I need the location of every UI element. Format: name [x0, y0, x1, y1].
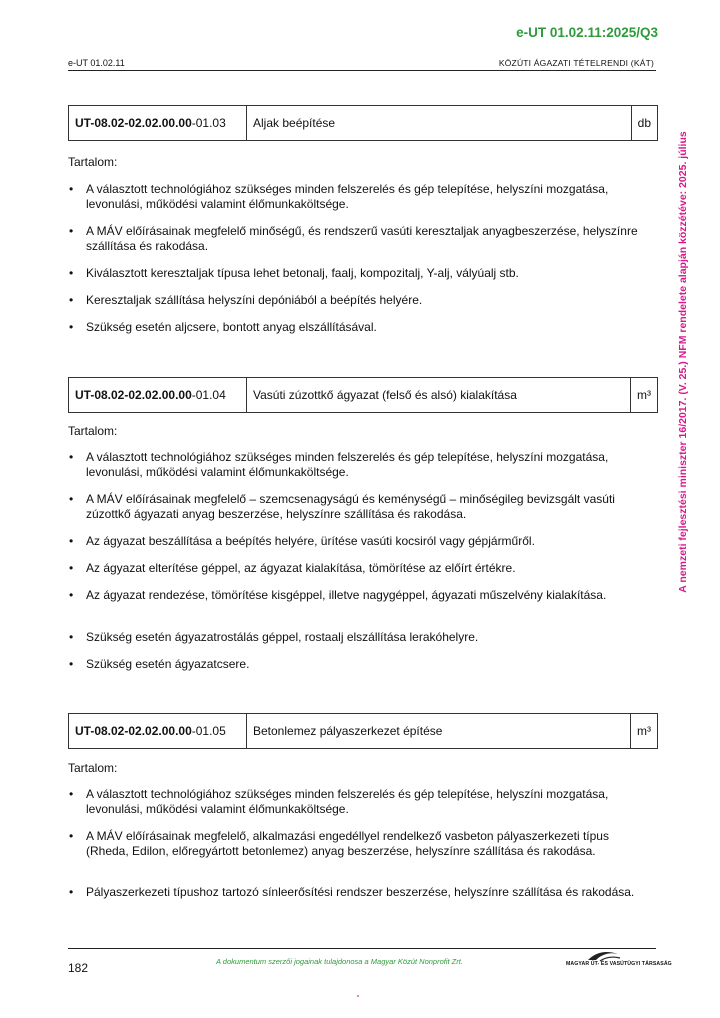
list-item: • Szükség esetén ágyazatrostálás géppel, rostaalj elszállítása lerakóhelyre. — [68, 630, 646, 645]
content-label: Tartalom: — [68, 424, 118, 438]
item-code: UT-08.02-02.02.00.00-01.05 — [69, 714, 247, 749]
header-right: KÖZÚTI ÁGAZATI TÉTELRENDI (KÁT) — [498, 58, 654, 68]
header-divider — [68, 70, 656, 71]
item-unit: m³ — [631, 378, 658, 413]
list-item: • Pályaszerkezeti típushoz tartozó sínleerősítési rendszer beszerzése, helyszínre szállítása és rakodása. — [68, 885, 646, 900]
side-publication-note — [675, 97, 691, 627]
logo-text: MAGYAR ÚT- ÉS VASÚTÜGYI TÁRSASÁG — [566, 961, 672, 967]
logo-swoosh-icon — [566, 948, 656, 972]
list-item: • Szükség esetén ágyazatcsere. — [68, 657, 646, 672]
item-title: Vasúti zúzottkő ágyazat (felső és alsó) kialakítása — [247, 378, 631, 413]
page-number: 182 — [68, 961, 89, 975]
list-item: • Az ágyazat elterítése géppel, az ágyazat kialakítása, tömörítése az előírt értékre. — [68, 561, 646, 576]
header-left: e-UT 01.02.11 — [68, 58, 125, 68]
list-item: • A MÁV előírásainak megfelelő minőségű, és rendszerű vasúti keresztaljak anyagbeszerzése, helyszínre szállítása és rakodása. — [68, 224, 646, 253]
list-item: • A MÁV előírásainak megfelelő – szemcsenagyságú és keménységű – minőségileg bevizsgált vasúti zúzottkő ágyazati anyag beszerzése, helyszínre szállítása és rakodása. — [68, 492, 646, 521]
content-label: Tartalom: — [68, 761, 118, 775]
copyright-notice: A dokumentum szerzői jogainak tulajdonosa a Magyar Közút Nonprofit Zrt. — [216, 957, 463, 966]
list-item: • Keresztaljak szállítása helyszíni depóniából a beépítés helyére. — [68, 293, 646, 308]
item-header-table — [68, 105, 658, 141]
item-code: UT-08.02-02.02.00.00-01.04 — [69, 378, 247, 413]
list-item: • Szükség esetén aljcsere, bontott anyag elszállításával. — [68, 320, 646, 335]
list-item: • Kiválasztott keresztaljak típusa lehet betonalj, faalj, kompozitalj, Y-alj, vályúalj stb. — [68, 266, 646, 281]
item-unit: db — [631, 106, 657, 141]
item-header-table — [68, 713, 658, 749]
list-item: • A MÁV előírásainak megfelelő, alkalmazási engedéllyel rendelkező vasbeton pályaszerkezeti típus (Rheda, Edilon, előregyártott betonlemez) anyag beszerzése, helyszínre szállítása és rakodása. — [68, 829, 646, 858]
list-item: • A választott technológiához szükséges minden felszerelés és gép telepítése, helyszíni mozgatása, levonulási, működési valamint élőmunkaköltsége. — [68, 787, 646, 816]
item-unit: m³ — [631, 714, 658, 749]
item-code: UT-08.02-02.02.00.00-01.03 — [69, 106, 247, 141]
list-item: • A választott technológiához szükséges minden felszerelés és gép telepítése, helyszíni mozgatása, levonulási, működési valamint élőmunkaköltsége. — [68, 182, 646, 211]
item-header-table — [68, 377, 658, 413]
scan-dot — [357, 995, 359, 997]
list-item: • Az ágyazat beszállítása a beépítés helyére, ürítése vasúti kocsiról vagy gépjárműről. — [68, 534, 646, 549]
content-label: Tartalom: — [68, 155, 118, 169]
side-publication-text: A nemzeti fejlesztési miniszter 16/2017. (V. 25.) NFM rendelete alapján közzétéve: 2025. július — [677, 131, 689, 593]
item-title: Betonlemez pályaszerkezet építése — [247, 714, 631, 749]
list-item: • A választott technológiához szükséges minden felszerelés és gép telepítése, helyszíni mozgatása, levonulási, működési valamint élőmunkaköltsége. — [68, 450, 646, 479]
document-code: e-UT 01.02.11:2025/Q3 — [516, 25, 658, 40]
item-title: Aljak beépítése — [247, 106, 632, 141]
list-item: • Az ágyazat rendezése, tömörítése kisgéppel, illetve nagygéppel, ágyazati műszelvény kialakítása. — [68, 588, 646, 603]
